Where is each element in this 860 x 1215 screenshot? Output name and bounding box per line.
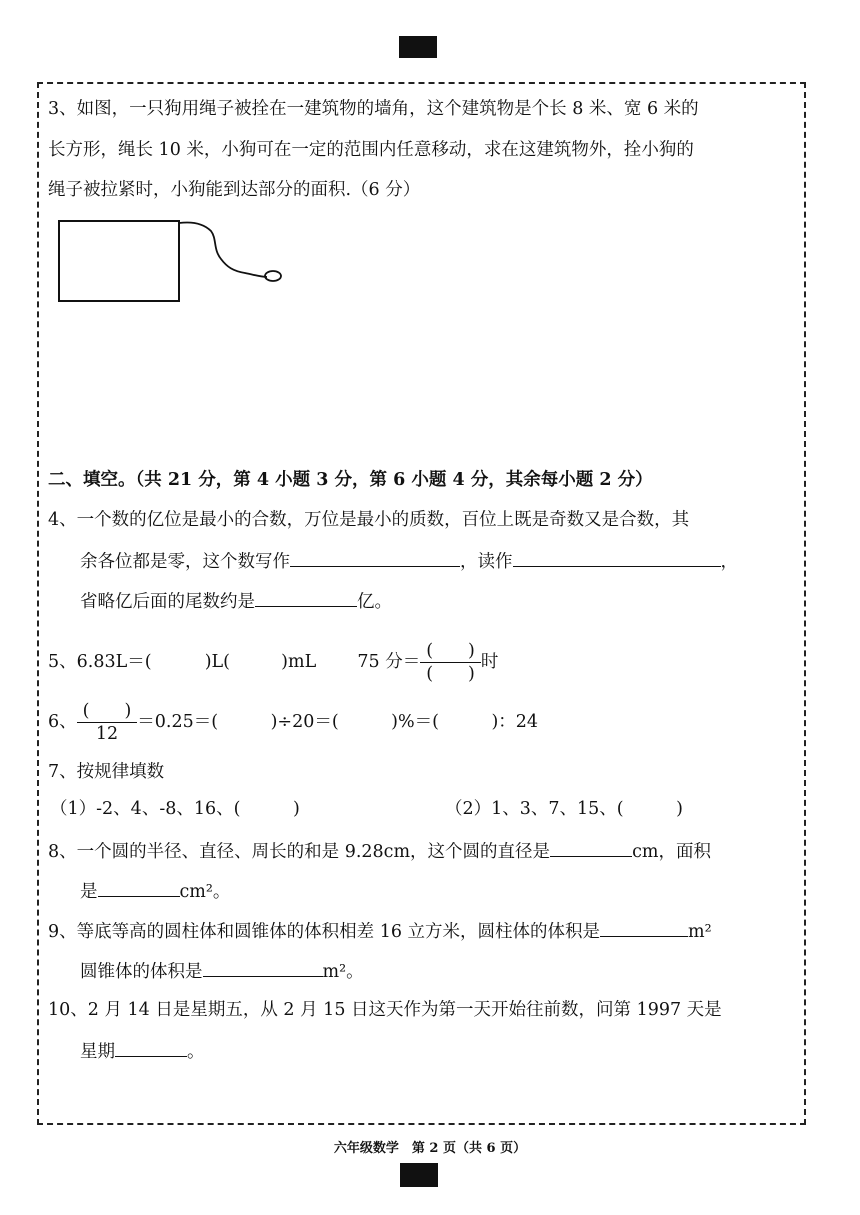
- q6-fraction-numerator[interactable]: ( ): [77, 700, 138, 723]
- q5-part-a: 5、6.83L＝(: [48, 652, 152, 672]
- q5-part-c: )mL: [281, 652, 317, 672]
- q5-fraction-numerator[interactable]: ( ): [420, 640, 481, 663]
- q3-line-2: 长方形，绳长 10 米，小狗可在一定的范围内任意移动，求在这建筑物外，拴小狗的: [48, 140, 694, 160]
- q4-line-1: 4、一个数的亿位是最小的合数，万位是最小的质数，百位上既是奇数又是合数，其: [48, 510, 690, 530]
- q6-line: [48, 700, 538, 745]
- dog-shape: [265, 271, 281, 281]
- q9-line-1: [48, 918, 712, 944]
- section-2-heading: 二、填空。（共 21 分，第 4 小题 3 分，第 6 小题 4 分，其余每小题 2 分）: [48, 470, 653, 490]
- q8-diameter-blank[interactable]: [550, 838, 632, 857]
- q10-text-b: 。: [187, 1042, 205, 1062]
- building-dog-figure: [55, 215, 295, 310]
- q9-line-2: [80, 958, 364, 984]
- q6-fraction: [77, 700, 138, 745]
- building-rectangle: [59, 221, 179, 301]
- q8-text-a: 8、一个圆的半径、直径、周长的和是 9.28cm，这个圆的直径是: [48, 842, 551, 862]
- q5-fraction: [420, 640, 481, 685]
- q4-text-d: 省略亿后面的尾数约是: [80, 592, 255, 612]
- q8-text-c: 是: [80, 882, 98, 902]
- q4-text-c: ，: [720, 552, 738, 572]
- q4-text-a: 余各位都是零，这个数写作: [80, 552, 290, 572]
- q5-part-e: 时: [480, 652, 499, 672]
- q4-text-e: 亿。: [357, 592, 392, 612]
- page-footer: 六年级数学 第 2 页（共 6 页）: [333, 1141, 527, 1156]
- q9-cylinder-blank[interactable]: [600, 918, 688, 937]
- q7-sub-1: （1）-2、4、-8、16、( ): [50, 799, 300, 819]
- q4-approx-blank[interactable]: [255, 588, 357, 607]
- q8-text-b: cm，面积: [632, 842, 711, 862]
- q5-part-d: 75 分＝: [357, 652, 421, 672]
- rope-line: [179, 222, 267, 277]
- q6-rest: ＝0.25＝( )÷20＝( )%＝( )：24: [137, 712, 539, 732]
- q7-title: 7、按规律填数: [48, 762, 165, 782]
- q5-line: [48, 640, 498, 685]
- q9-cone-blank[interactable]: [203, 958, 323, 977]
- q4-reading-blank[interactable]: [513, 548, 721, 567]
- q8-line-2: [80, 878, 230, 904]
- q4-text-b: ，读作: [460, 552, 513, 572]
- q4-line-3: [80, 588, 392, 614]
- q7-sub-2: （2）1、3、7、15、( ): [445, 799, 683, 819]
- q6-label: 6、: [48, 712, 77, 732]
- q10-text-a: 星期: [80, 1042, 115, 1062]
- q6-fraction-denominator: 12: [95, 724, 119, 744]
- registration-mark-bottom: [400, 1163, 438, 1187]
- q9-text-d: m²。: [322, 962, 364, 982]
- q9-text-a: 9、等底等高的圆柱体和圆锥体的体积相差 16 立方米，圆柱体的体积是: [48, 922, 601, 942]
- q10-line-2: [80, 1038, 205, 1064]
- q3-line-3: 绳子被拉紧时，小狗能到达部分的面积.（6 分）: [48, 180, 421, 200]
- q10-line-1: 10、2 月 14 日是星期五，从 2 月 15 日这天作为第一天开始往前数，问第 1997 天是: [48, 1000, 722, 1020]
- q9-text-b: m²: [688, 922, 712, 942]
- q10-weekday-blank[interactable]: [115, 1038, 187, 1057]
- q9-text-c: 圆锥体的体积是: [80, 962, 203, 982]
- q8-text-d: cm²。: [179, 882, 231, 902]
- registration-mark-top: [399, 36, 437, 58]
- q5-fraction-denominator[interactable]: ( ): [426, 664, 475, 684]
- q3-line-1: 3、如图，一只狗用绳子被拴在一建筑物的墙角，这个建筑物是个长 8 米、宽 6 米的: [48, 99, 699, 119]
- q8-area-blank[interactable]: [98, 878, 180, 897]
- q8-line-1: [48, 838, 711, 864]
- q5-part-b: )L(: [204, 652, 230, 672]
- q4-number-blank[interactable]: [290, 548, 460, 567]
- q4-line-2: [80, 548, 738, 574]
